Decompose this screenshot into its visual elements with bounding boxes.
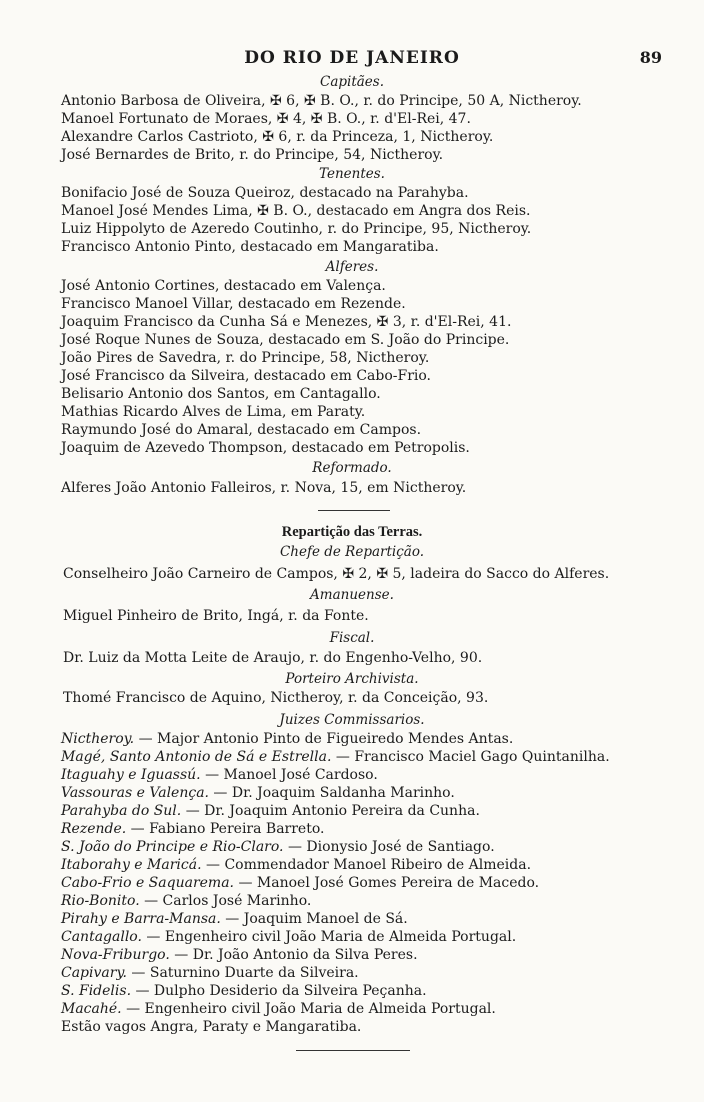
juiz-place: Rezende. bbox=[61, 821, 127, 837]
juiz-place: Nictheroy. bbox=[61, 731, 135, 747]
juiz-place: Capivary. bbox=[61, 965, 127, 981]
juiz-entry bbox=[61, 1001, 701, 1017]
fiscal-heading: Fiscal. bbox=[329, 630, 375, 646]
juiz-entry bbox=[61, 767, 701, 783]
juiz-place: Nova-Friburgo. bbox=[61, 947, 170, 963]
juiz-entry bbox=[61, 803, 701, 819]
juiz-name: — Manoel José Gomes Pereira de Macedo. bbox=[234, 875, 540, 891]
juiz-place: Magé, Santo Antonio de Sá e Estrella. bbox=[61, 749, 332, 765]
juiz-place: S. Fidelis. bbox=[61, 983, 132, 999]
juiz-entry bbox=[61, 947, 701, 963]
alferes-entry: Francisco Manoel Villar, destacado em Rezende. bbox=[61, 296, 406, 312]
juiz-place: Cantagallo. bbox=[61, 929, 142, 945]
juiz-name: — Joaquim Manoel de Sá. bbox=[220, 911, 408, 927]
capitaes-heading: Capitães. bbox=[319, 74, 385, 90]
juiz-entry bbox=[61, 839, 701, 855]
juiz-place: Itaborahy e Maricá. bbox=[61, 857, 202, 873]
juiz-entry bbox=[61, 749, 701, 765]
juiz-name: — Saturnino Duarte da Silveira. bbox=[126, 965, 359, 981]
alferes-entry: Raymundo José do Amaral, destacado em Campos. bbox=[61, 422, 422, 438]
juiz-name: — Dr. Joaquim Saldanha Marinho. bbox=[208, 785, 455, 801]
tenentes-heading: Tenentes. bbox=[319, 166, 385, 182]
juiz-name: — Dr. Joaquim Antonio Pereira da Cunha. bbox=[181, 803, 480, 819]
reformado-heading: Reformado. bbox=[312, 460, 392, 476]
juiz-place: Parahyba do Sul. bbox=[61, 803, 182, 819]
alferes-entry: José Roque Nunes de Souza, destacado em S. João do Principe. bbox=[61, 332, 510, 348]
juiz-name: — Fabiano Pereira Barreto. bbox=[126, 821, 325, 837]
alferes-entry: Joaquim Francisco da Cunha Sá e Menezes, ✠ 3, r. d'El-Rei, 41. bbox=[61, 314, 512, 330]
juiz-entry bbox=[61, 857, 701, 873]
juiz-name: — Dulpho Desiderio da Silveira Peçanha. bbox=[131, 983, 427, 999]
juiz-entry bbox=[61, 785, 701, 801]
juiz-place: Macahé. bbox=[61, 1001, 122, 1017]
chefe-heading: Chefe de Repartição. bbox=[279, 544, 425, 560]
juiz-name: — Dr. João Antonio da Silva Peres. bbox=[169, 947, 418, 963]
juiz-entry bbox=[61, 911, 701, 927]
juiz-name: — Manoel José Cardoso. bbox=[200, 767, 378, 783]
reformado-entry: Alferes João Antonio Falleiros, r. Nova, 15, em Nictheroy. bbox=[61, 480, 467, 496]
capitao-entry: José Bernardes de Brito, r. do Principe, 54, Nictheroy. bbox=[61, 147, 444, 163]
vagos-entry: Estão vagos Angra, Paraty e Mangaratiba. bbox=[61, 1019, 362, 1035]
juiz-place: Cabo-Frio e Saquarema. bbox=[61, 875, 234, 891]
juiz-place: Pirahy e Barra-Mansa. bbox=[61, 911, 221, 927]
alferes-entry: Belisario Antonio dos Santos, em Cantagallo. bbox=[61, 386, 381, 402]
capitao-entry: Antonio Barbosa de Oliveira, ✠ 6, ✠ B. O., r. do Principe, 50 A, Nictheroy. bbox=[61, 93, 582, 109]
juiz-name: — Dionysio José de Santiago. bbox=[283, 839, 495, 855]
page-header bbox=[0, 48, 704, 70]
reparticao-title: Repartição das Terras. bbox=[281, 524, 423, 540]
chefe-entry: Conselheiro João Carneiro de Campos, ✠ 2, ✠ 5, ladeira do Sacco do Alferes. bbox=[63, 566, 610, 582]
alferes-entry: Mathias Ricardo Alves de Lima, em Paraty. bbox=[61, 404, 366, 420]
juiz-name: — Engenheiro civil João Maria de Almeida Portugal. bbox=[121, 1001, 496, 1017]
juiz-name: — Engenheiro civil João Maria de Almeida Portugal. bbox=[141, 929, 517, 945]
tenente-entry: Manoel José Mendes Lima, ✠ B. O., destacado em Angra dos Reis. bbox=[61, 203, 531, 219]
page-number: 89 bbox=[639, 48, 662, 67]
juiz-entry bbox=[61, 893, 701, 909]
tenente-entry: Bonifacio José de Souza Queiroz, destacado na Parahyba. bbox=[61, 185, 469, 201]
alferes-entry: João Pires de Savedra, r. do Principe, 58, Nictheroy. bbox=[61, 350, 430, 366]
alferes-entry: José Antonio Cortines, destacado em Valença. bbox=[61, 278, 386, 294]
capitao-entry: Alexandre Carlos Castrioto, ✠ 6, r. da Princeza, 1, Nictheroy. bbox=[61, 129, 494, 145]
juiz-place: Itaguahy e Iguassú. bbox=[61, 767, 201, 783]
juiz-entry bbox=[61, 731, 701, 747]
tenente-entry: Francisco Antonio Pinto, destacado em Mangaratiba. bbox=[61, 239, 439, 255]
alferes-entry: Joaquim de Azevedo Thompson, destacado em Petropolis. bbox=[61, 440, 470, 456]
capitao-entry: Manoel Fortunato de Moraes, ✠ 4, ✠ B. O., r. d'El-Rei, 47. bbox=[61, 111, 471, 127]
porteiro-entry: Thomé Francisco de Aquino, Nictheroy, r. da Conceição, 93. bbox=[63, 690, 489, 706]
juiz-name: — Commendador Manoel Ribeiro de Almeida. bbox=[201, 857, 532, 873]
section-divider bbox=[318, 510, 390, 511]
alferes-heading: Alferes. bbox=[325, 259, 379, 275]
juiz-entry bbox=[61, 965, 701, 981]
juiz-name: — Francisco Maciel Gago Quintanilha. bbox=[331, 749, 610, 765]
juiz-entry bbox=[61, 875, 701, 891]
juiz-entry bbox=[61, 983, 701, 999]
running-title: DO RIO DE JANEIRO bbox=[244, 48, 460, 68]
juiz-entry bbox=[61, 929, 701, 945]
end-divider bbox=[296, 1050, 410, 1051]
alferes-entry: José Francisco da Silveira, destacado em Cabo-Frio. bbox=[61, 368, 432, 384]
juizes-heading: Juizes Commissarios. bbox=[279, 712, 425, 728]
porteiro-heading: Porteiro Archivista. bbox=[285, 671, 419, 687]
juiz-name: — Major Antonio Pinto de Figueiredo Mendes Antas. bbox=[134, 731, 514, 747]
amanuense-entry: Miguel Pinheiro de Brito, Ingá, r. da Fonte. bbox=[63, 608, 369, 624]
juiz-place: Vassouras e Valença. bbox=[61, 785, 209, 801]
juiz-place: Rio-Bonito. bbox=[61, 893, 140, 909]
juiz-entry bbox=[61, 821, 701, 837]
juiz-name: — Carlos José Marinho. bbox=[139, 893, 312, 909]
fiscal-entry: Dr. Luiz da Motta Leite de Araujo, r. do Engenho-Velho, 90. bbox=[63, 650, 483, 666]
tenente-entry: Luiz Hippolyto de Azeredo Coutinho, r. do Principe, 95, Nictheroy. bbox=[61, 221, 532, 237]
juiz-place: S. João do Principe e Rio-Claro. bbox=[61, 839, 284, 855]
amanuense-heading: Amanuense. bbox=[310, 587, 394, 603]
